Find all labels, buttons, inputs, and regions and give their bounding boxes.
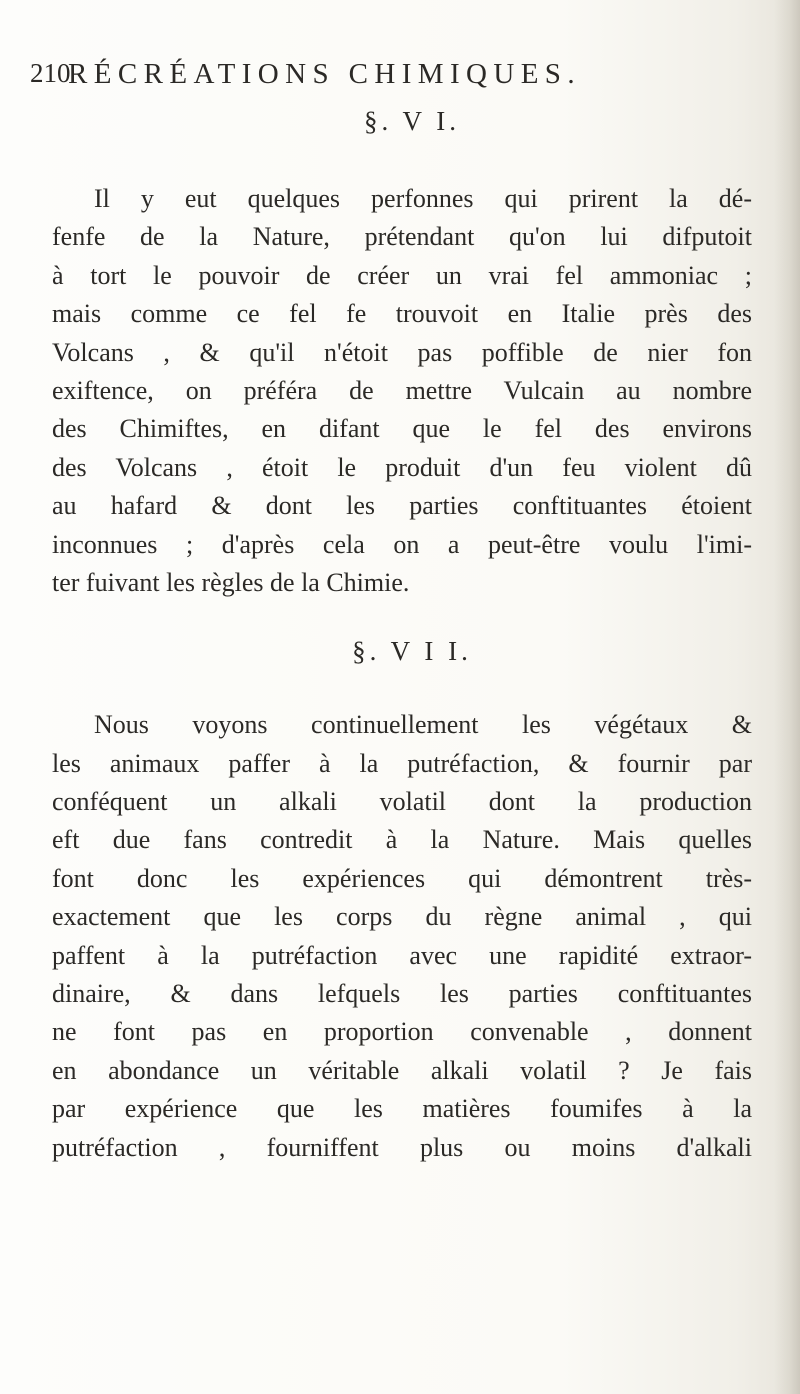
text-line: putréfaction , fourniffent plus ou moins d'alkali xyxy=(52,1132,752,1162)
text-line: mais comme ce fel fe trouvoit en Italie près des xyxy=(52,299,752,329)
text-line: par expérience que les matières foumifes à la xyxy=(52,1094,752,1124)
text-line: Nous voyons continuellement les végétaux & xyxy=(94,710,752,740)
text-line: au hafard & dont les parties conftituantes étoient xyxy=(52,491,752,521)
text-block xyxy=(30,58,752,1167)
text-line: les animaux paffer à la putréfaction, & fournir par xyxy=(52,748,752,778)
text-line: paffent à la putréfaction avec une rapidité extraor- xyxy=(52,940,752,970)
text-line: exiftence, on préféra de mettre Vulcain au nombre xyxy=(52,375,752,405)
paragraph xyxy=(52,706,752,1167)
text-line: Il y eut quelques perfonnes qui prirent la dé- xyxy=(94,184,752,213)
running-title: RÉCRÉATIONS CHIMIQUES. xyxy=(68,58,581,90)
text-line: font donc les expériences qui démontrent très- xyxy=(52,863,752,893)
text-line: inconnues ; d'après cela on a peut-être voulu l'imi- xyxy=(52,529,752,559)
text-line: Volcans , & qu'il n'étoit pas poffible de nier fon xyxy=(52,337,752,367)
paragraph xyxy=(52,180,752,602)
running-head xyxy=(30,58,752,102)
page-edge-shadow xyxy=(774,0,800,1394)
text-line: des Chimiftes, en difant que le fel des environs xyxy=(52,414,752,444)
text-line: dinaire, & dans lefquels les parties conftituantes xyxy=(52,979,752,1009)
section-heading: §. V I I. xyxy=(352,636,472,667)
section-heading: §. V I. xyxy=(363,106,460,136)
text-line: ne font pas en proportion convenable , donnent xyxy=(52,1017,752,1047)
text-line: des Volcans , étoit le produit d'un feu violent dû xyxy=(52,452,752,482)
text-line: fenfe de la Nature, prétendant qu'on lui difputoit xyxy=(52,222,752,252)
text-line: conféquent un alkali volatil dont la production xyxy=(52,787,752,817)
page-number: 210 xyxy=(30,58,71,88)
text-line: ter fuivant les règles de la Chimie. xyxy=(52,567,410,597)
text-line: à tort le pouvoir de créer un vrai fel ammoniac ; xyxy=(52,260,752,290)
text-line: eft due fans contredit à la Nature. Mais quelles xyxy=(52,825,752,855)
text-line: en abondance un véritable alkali volatil ? Je fais xyxy=(52,1055,752,1085)
text-line: exactement que les corps du règne animal , qui xyxy=(52,902,752,932)
